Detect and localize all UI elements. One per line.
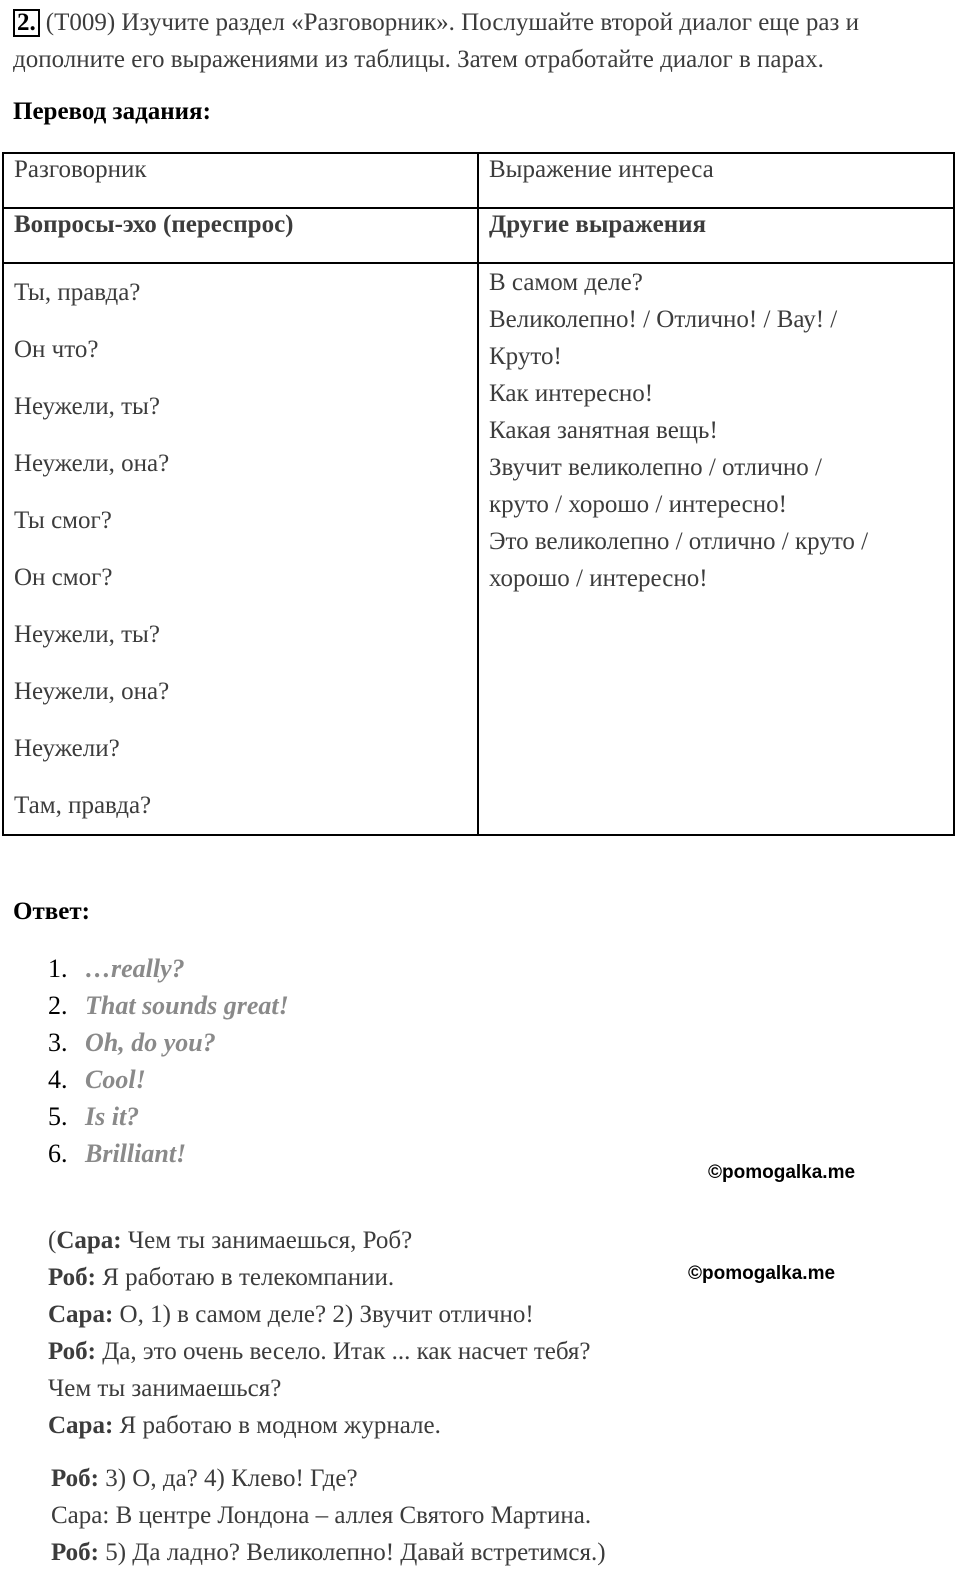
list-item: Неужели? [14,735,120,762]
list-item: Там, правда? [14,792,152,819]
dialog-text: Да, это очень весело. Итак ... как насчет тебя? Чем ты занимаешься? [48,1338,591,1402]
speaker-label: Роб: [51,1539,99,1566]
speaker-label: Роб: [48,1264,96,1291]
dialog-text: О, 1) в самом деле? 2) Звучит отлично! [113,1301,534,1328]
dialog-line [48,1333,593,1407]
speaker-label: Роб: [48,1338,96,1365]
list-item: Ты, правда? [14,279,141,306]
list-item: круто / хорошо / интересно! [489,491,787,518]
watermark: ©pomogalka.me [688,1263,836,1284]
dialog-text: Чем ты занимаешься, Роб? [121,1227,413,1254]
answer-heading: Ответ: [13,898,90,925]
dialog-line [51,1534,731,1571]
answer-text: Oh, do you? [85,1028,216,1057]
answer-number: 1. [48,954,68,983]
echo-questions-list [3,263,478,835]
task-number: 2. [13,9,40,37]
other-expressions-heading: Другие выражения [478,208,954,263]
list-item: Он что? [14,336,99,363]
answer-text: Cool! [85,1065,146,1094]
list-item: Как интересно! [489,380,654,407]
answer-item [48,987,289,1024]
dialog-open-paren: ( [48,1227,57,1254]
answer-number: 3. [48,1028,68,1057]
task-text: (T009) Изучите раздел «Разговорник». Послушайте второй диалог еще раз и дополните его выражениями из таблицы. Затем отработайте диалог в парах. [13,9,859,73]
answer-item [48,1098,289,1135]
dialog-line [48,1259,648,1296]
list-item: Он смог? [14,564,113,591]
list-item: Неужели, она? [14,450,170,477]
list-item: Ты смог? [14,507,112,534]
dialog-line [51,1460,731,1497]
list-item: хорошо / интересно! [489,565,708,592]
dialog-text: Сара: В центре Лондона – аллея Святого Мартина. [51,1502,592,1529]
answer-text: …really? [85,954,185,983]
answer-list [48,950,289,1172]
answer-text: That sounds great! [85,991,289,1020]
answer-number: 5. [48,1102,68,1131]
dialog-translation [48,1222,648,1444]
dialog-line [51,1497,731,1534]
answer-item [48,950,289,987]
phrasebook-table [2,152,955,836]
dialog-translation-continued [51,1460,731,1571]
answer-number: 2. [48,991,68,1020]
phrasebook-header-left: Разговорник [3,153,478,208]
answer-number: 6. [48,1139,68,1168]
task-instruction [13,4,953,78]
speaker-label: Сара: [56,1227,122,1254]
list-item: Какая занятная вещь! [489,417,718,444]
answer-text: Brilliant! [85,1139,187,1168]
dialog-text: Я работаю в телекомпании. [95,1264,395,1291]
watermark: ©pomogalka.me [708,1162,856,1183]
phrasebook-header-right: Выражение интереса [478,153,954,208]
dialog-line [48,1296,648,1333]
dialog-text: 5) Да ладно? Великолепно! Давай встретимся.) [98,1539,606,1566]
answer-item [48,1024,289,1061]
answer-number: 4. [48,1065,68,1094]
speaker-label: Сара: [48,1412,114,1439]
dialog-line [48,1407,648,1444]
phrasebook-body-row [3,263,954,835]
dialog-text: Я работаю в модном журнале. [113,1412,441,1439]
speaker-label: Роб: [51,1465,99,1492]
answer-item [48,1061,289,1098]
list-item: Это великолепно / отлично / круто / [489,528,869,555]
phrasebook-header-row [3,153,954,208]
echo-questions-heading: Вопросы-эхо (переспрос) [3,208,478,263]
list-item: Неужели, ты? [14,621,160,648]
list-item: Звучит великолепно / отлично / [489,454,823,481]
list-item: В самом деле? [489,269,643,296]
speaker-label: Сара: [48,1301,114,1328]
list-item: Великолепно! / Отлично! / Вау! / [489,306,838,333]
phrasebook-subheader-row [3,208,954,263]
other-expressions-list [478,263,954,835]
answer-text: Is it? [85,1102,140,1131]
list-item: Неужели, она? [14,678,170,705]
translation-heading: Перевод задания: [13,98,211,125]
dialog-text: 3) О, да? 4) Клево! Где? [98,1465,358,1492]
list-item: Неужели, ты? [14,393,160,420]
dialog-line [48,1222,648,1259]
list-item: Круто! [489,343,562,370]
answer-item [48,1135,289,1172]
